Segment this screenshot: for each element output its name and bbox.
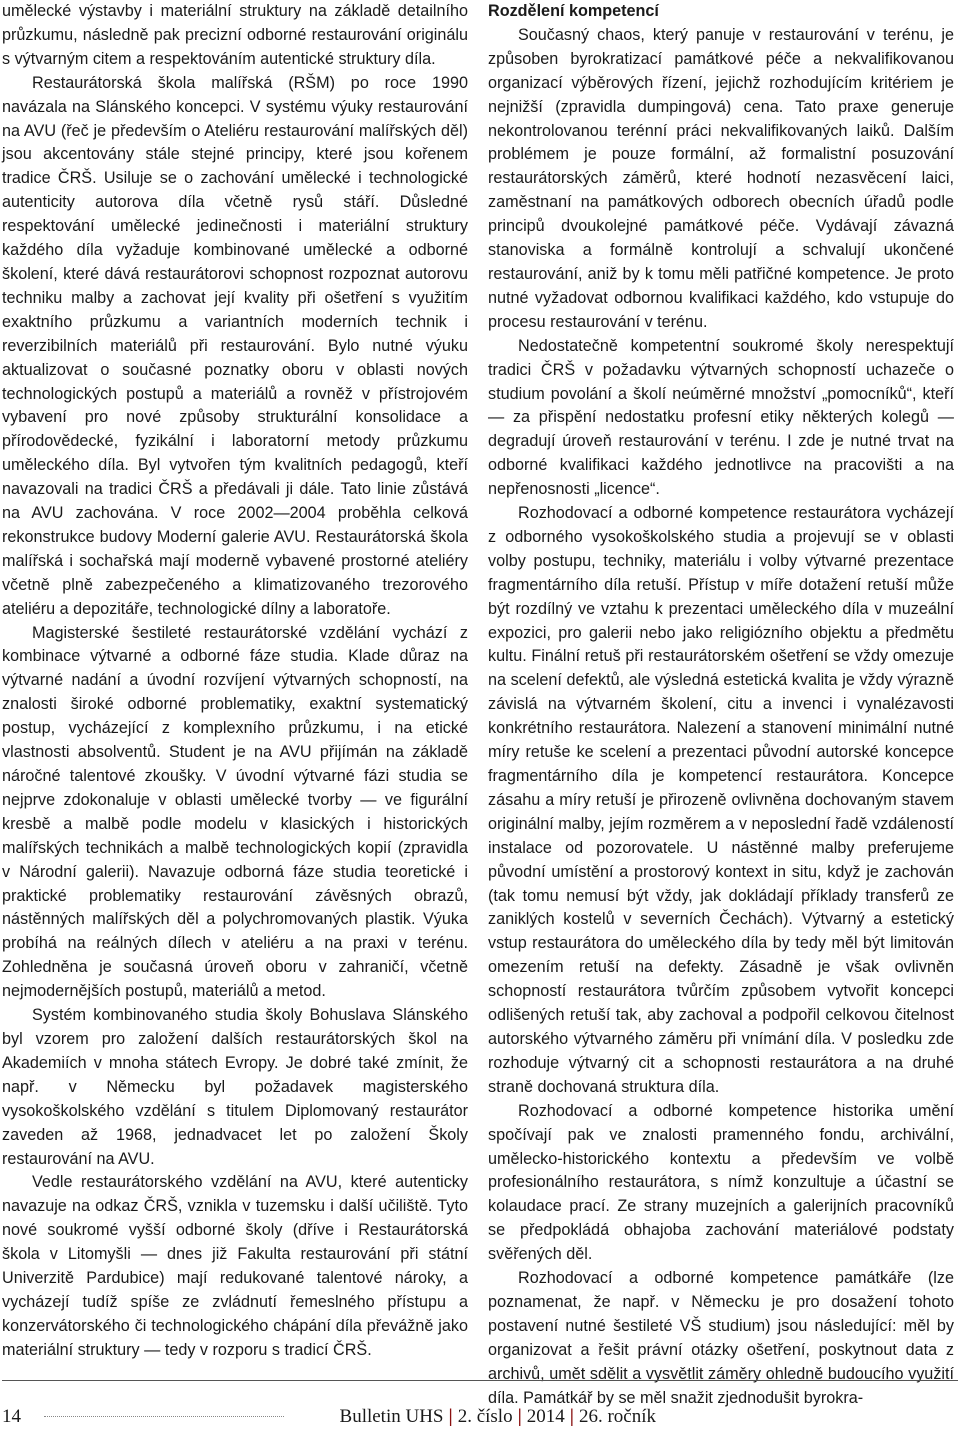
paragraph: Restaurátorská škola malířská (RŠM) po roce 1990 navázala na Slánského koncepci. V systému výuky restaurování na AVU (řeč je především o Ateliéru restaurování malířských děl) jsou akcentovány stále stejné principy, které jsou kořenem tradice ČRŠ. Usiluje se o zachování umělecké i technologické autenticity autorova díla včetně rysů stáří. Důsledné respektování umělecké jedinečnosti i materiální struktury každého díla vyžaduje kombinované umělecké a odborné školení, které dává restaurátorovi schopnost rozpoznat autorovu techniku malby a zachovat její kvality při ošetření s využitím exaktního průzkumu a variantních moderních technik i reverzibilních materiálů při restaurování. Bylo nutné výuku aktualizovat o současné poznatky oboru v oblasti nových technologických postupů a materiálů a rovněž v přístrojovém vybavení pro nové způsoby strukturální konsolidace a přírodovědecké, fyzikální i laboratorní metody průzkumu uměleckého díla. Byl vytvořen tým kvalitních pedagogů, kteří navazovali na tradici ČRŠ a předávali ji dále. Tato linie zůstává na AVU zachována. V roce 2002—2004 proběhla celková rekonstrukce budovy Moderní galerie AVU. Restaurátorská škola malířská i sochařská mají moderně vybavené prostorné ateliéry včetně plně zabezpečeného a klimatizovaného trezorového ateliéru a depozitáře, technologické dílny a laboratoře. (2, 73, 468, 618)
volume-number: 26. ročník (578, 1406, 656, 1427)
left-column (2, 0, 468, 1363)
separator: | (569, 1406, 574, 1427)
section-heading: Rozdělení kompetencí (488, 2, 659, 20)
paragraph: Současný chaos, který panuje v restaurování v terénu, je způsoben byrokratizací památkové péče a nekvalifikovanou organizací výběrových řízení, jejichž rozhodujícím kritériem je nejnižší (zpravidla dumpingová) cena. Tato praxe generuje nekontrolovanou terénní práci nekvalifikovaných laiků. Dalším problémem je pouze formální, až formalistní posuzování restaurátorských záměrů, které hodnotí nezasvěcení laici, zaměstnaní na památkových odborech obecních úřadů podle principů dvoukolejné památkové péče. Vydávají závazná stanoviska a formálně kontrolují a schvalují ukončené restaurování, aniž by k tomu měli patřičné kompetence. Je proto nutné vyžadovat odbornou kvalifikaci každého, kdo vstupuje do procesu restaurování v terénu. (488, 25, 954, 331)
journal-title: Bulletin UHS (339, 1406, 444, 1427)
separator: | (517, 1406, 522, 1427)
paragraph: umělecké výstavby i materiální struktury na základě detailního průzkumu, následně pak precizní odborné restaurování originálu s výtvarným citem a respektováním autentické struktury díla. (2, 2, 468, 68)
paragraph: Magisterské šestileté restaurátorské vzdělání vychází z kombinace výtvarné a odborné fáze studia. Klade důraz na výtvarné nadání a úvodní rozvíjení výtvarných schopností, na znalosti široké odborné problematiky, exaktní systematický postup, vycházející z komplexního průzkumu, i na etické vlastnosti absolventů. Student je na AVU přijímán na základě náročné talentové zkoušky. V úvodní výtvarné fázi studia se nejprve zdokonaluje v oblasti umělecké tvorby — ve figurální kresbě a malbě podle modelu v klasických i historických malířských technikách a malbě technologických kopií (zpravidla v Národní galerii). Navazuje odborná fáze studia teoretické i praktické problematiky restaurování závěsných obrazů, nástěnných malířských děl a polychromovaných plastik. Výuka probíhá na reálných dílech v ateliéru a na praxi v terénu. Zohledněna je současná úroveň oboru v zahraničí, včetně nejmodernějších postupů, materiálů a metod. (2, 623, 468, 1001)
journal-info (340, 1406, 656, 1428)
right-column (488, 0, 954, 1410)
page-number: 14 (2, 1406, 21, 1427)
paragraph: Rozhodovací a odborné kompetence historika umění spočívají pak ve znalosti pramenného fondu, archivální, umělecko-historického kontextu a především ve volbě profesionálního restaurátora, s nímž konzultuje a účastní se kolaudace prací. Ze strany muzejních a galerijních pracovníků se předpokládá obhajoba zachování materiálové podstaty svěřených děl. (488, 1101, 954, 1264)
page-footer (0, 1380, 960, 1433)
paragraph: Rozhodovací a odborné kompetence restaurátora vycházejí z odborného vysokoškolského studia a projevují se v oblasti volby postupu, techniky, materiálu i volby výtvarné prezentace fragmentárního díla retuší. Přístup v míře dotažení retuší může být rozdílný ve vztahu k prezentaci uměleckého díla v muzeální expozici, pro galerii nebo jako religiózního objektu a předmětu kultu. Finální retuš při restaurátorském ošetření se vždy omezuje na scelení defektů, ale výsledná estetická kvalita je vždy výrazně závislá na výtvarném školení, citu a invenci i vynalézavosti konkrétního restaurátora. Nalezení a stanovení minimální nutné míry retuše ke scelení a prezentaci původní autorské koncepce fragmentárního díla je kompetencí restaurátora. Koncepce zásahu a míry retuší je přirozeně ovlivněna dochovaným stavem originální malby, jejím rozměrem a v neposlední řadě vzdáleností instalace od pozorovatele. U nástěnné malby preferujeme původní umístění a prostorový kontext in situ, když je zachován (tak tomu nemusí být vždy, jak dokládají příklady transferů ze zaniklých kostelů v severních Čechách). Výtvarný a estetický vstup restaurátora do uměleckého díla by tedy měl být limitován omezením retuší na defekty. Zásadně je však ovlivněn schopností restaurátora tvůrčím způsobem vytvořit koncepci odlišených retuší tak, aby zachoval a podpořil celkovou čitelnost autorského výtvarného záměru při vnímání díla. V posledku zde rozhoduje výtvarný cit a schopnosti restaurátora a na druhé straně dochovaná struktura díla. (488, 504, 954, 1096)
issue-year: 2014 (526, 1406, 565, 1427)
paragraph: Systém kombinovaného studia školy Bohuslava Slánského byl vzorem pro založení dalších restaurátorských škol na Akademiích v mnoha státech Evropy. Je dobré také zmínit, že např. v Německu byl požadavek magisterského vysokoškolského vzdělání s titulem Diplomovaný restaurátor zaveden až 1968, jednadvacet let po založení Školy restaurování na AVU. (2, 1006, 468, 1168)
separator: | (448, 1406, 453, 1427)
issue-number: 2. číslo (457, 1406, 513, 1427)
footer-dotted-line (44, 1416, 284, 1417)
paragraph: Rozhodovací a odborné kompetence památkáře (lze poznamenat, že např. v Německu je pro dosažení tohoto postavení nutné šestileté VŠ studium) jsou následující: měl by organizovat a řešit právní otázky ošetření, poskytnout data z archivů, umět sdělit a vysvětlit záměry ohledně budoucího využití díla. Památkář by se měl snažit zjednodušit byrokra- (488, 1269, 954, 1407)
paragraph: Nedostatečně kompetentní soukromé školy nerespektují tradici ČRŠ v požadavku výtvarných schopností uchazeče o studium povolání a školí neúměrné množství „pomocníků“, kteří — za přispění nedostatku profesní etiky některých kolegů — degradují úroveň restaurování v terénu. I zde je nutné trvat na odborné kvalifikaci každého jednotlivce na pracovišti a na nepřenosnosti „licence“. (488, 336, 954, 499)
footer-rule (2, 1380, 958, 1381)
paragraph: Vedle restaurátorského vzdělání na AVU, které autenticky navazuje na odkaz ČRŠ, vznikla v tuzemsku i další učiliště. Tyto nové soukromé vyšší odborné školy (dříve i Restaurátorská škola v Litomyšli — dnes již Fakulta restaurování při státní Univerzitě Pardubice) mají redukované talentové nároky, a vycházejí tudíž spíše ze zvládnutí řemeslného přístupu a konzervátorského či technologického chápání díla převážně jako materiální struktury — tedy v rozporu s tradicí ČRŠ. (2, 1173, 468, 1359)
